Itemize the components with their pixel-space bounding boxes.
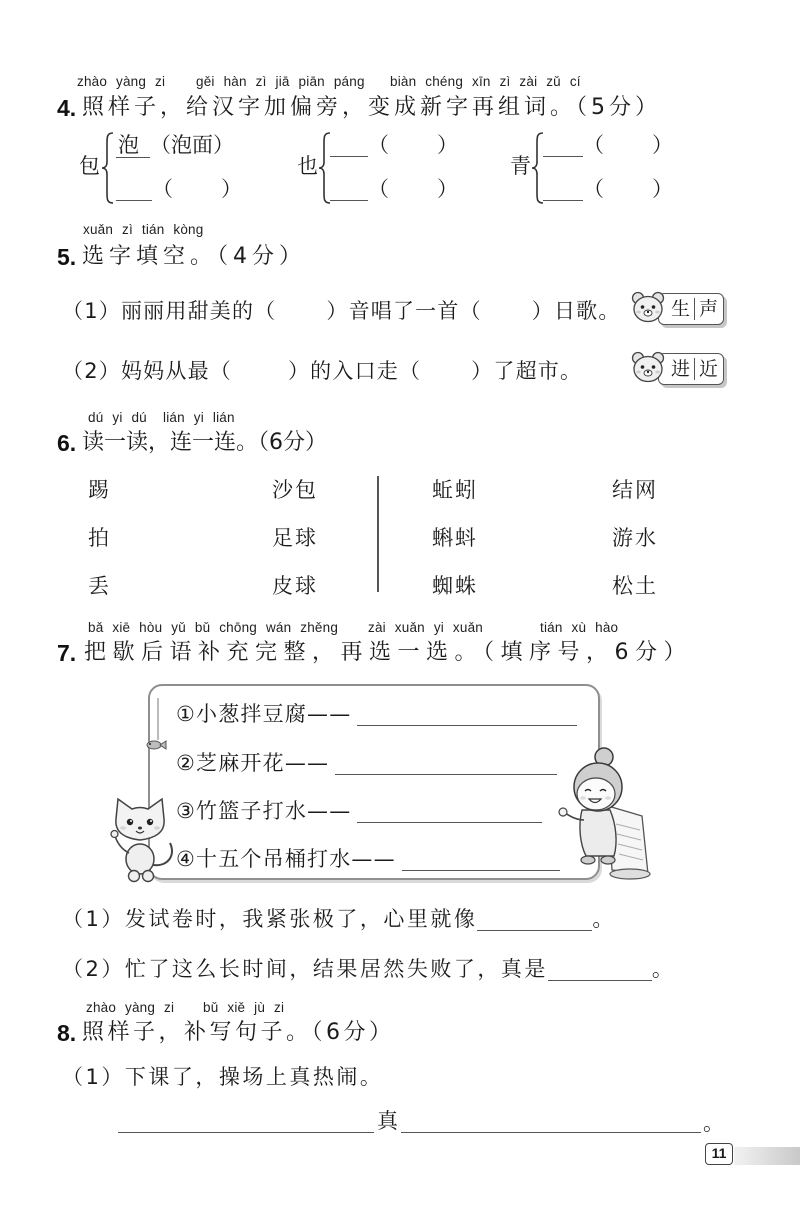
choice-option: 进: [670, 358, 690, 380]
answer-blank: [543, 180, 583, 201]
bear-icon: [630, 289, 666, 325]
question-6-title: 读一读，连一连。（6分）: [82, 430, 327, 455]
saying-sentence-2: [62, 955, 675, 983]
q7-pinyin-2: zài xuǎn yi xuǎn: [368, 620, 484, 635]
answer-blank: [357, 802, 542, 823]
word-choice-card: [658, 293, 724, 325]
question-7-number: 7.: [57, 640, 77, 666]
answer-blank: [330, 180, 368, 201]
paren-open: （: [368, 177, 389, 201]
answer-blank: [276, 308, 326, 318]
sentence-part: 妈妈从最（: [120, 359, 232, 383]
answer-blank: [357, 705, 577, 726]
answer-blank: [401, 1132, 701, 1133]
fish-icon: [143, 698, 167, 754]
question-4-title: 照样子，给汉字加偏旁，变成新字再组词。（5分）: [82, 95, 661, 120]
word-row: [330, 131, 458, 159]
question-8-number: 8.: [57, 1020, 77, 1046]
example-sentence: [62, 1063, 383, 1091]
paren-open: （: [368, 133, 389, 157]
word-row: [116, 175, 242, 203]
q6-pinyin-1: dú yi dú: [88, 410, 147, 425]
paren-open: （: [583, 133, 604, 157]
q7-pinyin-3: tián xù hào: [540, 620, 619, 635]
match-animal: 蝌蚪: [432, 526, 478, 550]
question-4-number: 4.: [57, 95, 77, 121]
saying-text: ③竹篮子打水——: [176, 799, 352, 823]
match-object: 皮球: [272, 574, 318, 598]
sentence-text: 忙了这么长时间，结果居然失败了，真是: [124, 957, 548, 981]
example-answer: 泡: [116, 133, 150, 158]
answer-middle-word: 真: [377, 1109, 398, 1133]
q4-pinyin-1: zhào yàng zi: [77, 74, 166, 89]
q8-pinyin-2: bǔ xiě jù zi: [203, 1000, 285, 1015]
answer-blank: [330, 136, 368, 157]
cartoon-cat-illustration: [108, 795, 180, 885]
word-choice-card: [658, 353, 724, 385]
column-divider: [377, 476, 379, 592]
choice-option: 近: [698, 358, 718, 380]
saying-text: ④十五个吊桶打水——: [176, 847, 396, 871]
q6-pinyin-2: lián yi lián: [163, 410, 235, 425]
answer-blank: [421, 368, 471, 378]
answer-blank: [118, 1132, 374, 1133]
q8-pinyin-1: zhào yàng zi: [86, 1000, 175, 1015]
word-row: [543, 131, 673, 159]
paren-close: ）: [652, 177, 673, 201]
item-label: （1）: [62, 299, 121, 323]
sentence-end: 。: [651, 957, 676, 981]
answer-blank: [477, 910, 592, 931]
fill-sentence-1: [62, 297, 621, 325]
saying-row: [176, 749, 557, 777]
sentence-end: 。: [592, 907, 616, 931]
match-object: 沙包: [272, 478, 318, 502]
saying-text: ②芝麻开花——: [176, 751, 330, 775]
sentence-part: ）的入口走（: [287, 359, 422, 383]
item-label: （1）: [62, 1065, 125, 1089]
sentence-part: ）音唱了一首（: [326, 299, 482, 323]
base-char-qing: 青: [510, 154, 531, 178]
sentence-part: 丽丽用甜美的（: [120, 299, 277, 323]
match-action: 游水: [612, 526, 658, 550]
answer-blank: [232, 368, 288, 378]
q7-pinyin-1: bǎ xiē hòu yǔ bǔ chōng wán zhěng: [88, 620, 339, 635]
question-6-number: 6.: [57, 430, 77, 456]
answer-blank: [482, 308, 532, 318]
match-animal: 蜘蛛: [432, 574, 478, 598]
match-verb: 拍: [88, 526, 111, 550]
sentence-part: ）日歌。: [531, 299, 621, 323]
answer-blank: [402, 850, 560, 871]
word-row: [116, 131, 234, 159]
q4-pinyin-3: biàn chéng xīn zì zài zǔ cí: [390, 74, 581, 89]
match-action: 松土: [612, 574, 658, 598]
match-verb: 踢: [88, 478, 111, 502]
choice-option: 生: [670, 298, 690, 320]
cartoon-girl-illustration: [552, 744, 652, 884]
answer-blank: [543, 136, 583, 157]
paren-close: ）: [221, 177, 242, 201]
question-5-title: 选字填空。（4分）: [82, 244, 306, 269]
base-char-ye: 也: [297, 154, 318, 178]
question-7-title: 把歇后语补充完整，再选一选。（填序号，6分）: [84, 640, 692, 665]
answer-blank: [116, 180, 152, 201]
brace-icon: [101, 131, 115, 205]
page-number: 11: [705, 1143, 733, 1165]
saying-row: [176, 797, 542, 825]
word-row: [330, 175, 458, 203]
example-word: （泡面）: [150, 133, 234, 157]
question-8-title: 照样子，补写句子。（6分）: [82, 1020, 395, 1045]
fill-sentence-2: [62, 357, 582, 385]
paren-close: ）: [437, 177, 458, 201]
item-label: （1）: [62, 907, 125, 931]
match-object: 足球: [272, 526, 318, 550]
paren-close: ）: [437, 133, 458, 157]
item-label: （2）: [62, 957, 125, 981]
saying-sentence-1: [62, 905, 616, 933]
item-label: （2）: [62, 359, 121, 383]
paren-open: （: [583, 177, 604, 201]
bear-icon: [630, 349, 666, 385]
match-animal: 蚯蚓: [432, 478, 478, 502]
page-footer-bar: [734, 1147, 800, 1165]
answer-blank: [335, 754, 557, 775]
question-5-number: 5.: [57, 244, 77, 270]
sentence-text: 发试卷时，我紧张极了，心里就像: [124, 907, 478, 931]
match-verb: 丢: [88, 574, 111, 598]
saying-row: [176, 845, 560, 873]
saying-row: [176, 700, 577, 728]
saying-text: ①小葱拌豆腐——: [176, 702, 352, 726]
word-row: [543, 175, 673, 203]
example-text: 下课了，操场上真热闹。: [124, 1065, 384, 1089]
choice-option: 声: [698, 298, 718, 320]
sentence-part: ）了超市。: [471, 359, 583, 383]
match-action: 结网: [612, 478, 658, 502]
base-char-bao: 包: [79, 154, 100, 178]
q5-pinyin: xuǎn zì tián kòng: [83, 222, 204, 237]
answer-end-punctuation: 。: [703, 1111, 724, 1135]
answer-blank: [548, 960, 652, 981]
paren-open: （: [152, 177, 173, 201]
q4-pinyin-2: gěi hàn zì jiā piān páng: [196, 74, 365, 89]
paren-close: ）: [652, 133, 673, 157]
